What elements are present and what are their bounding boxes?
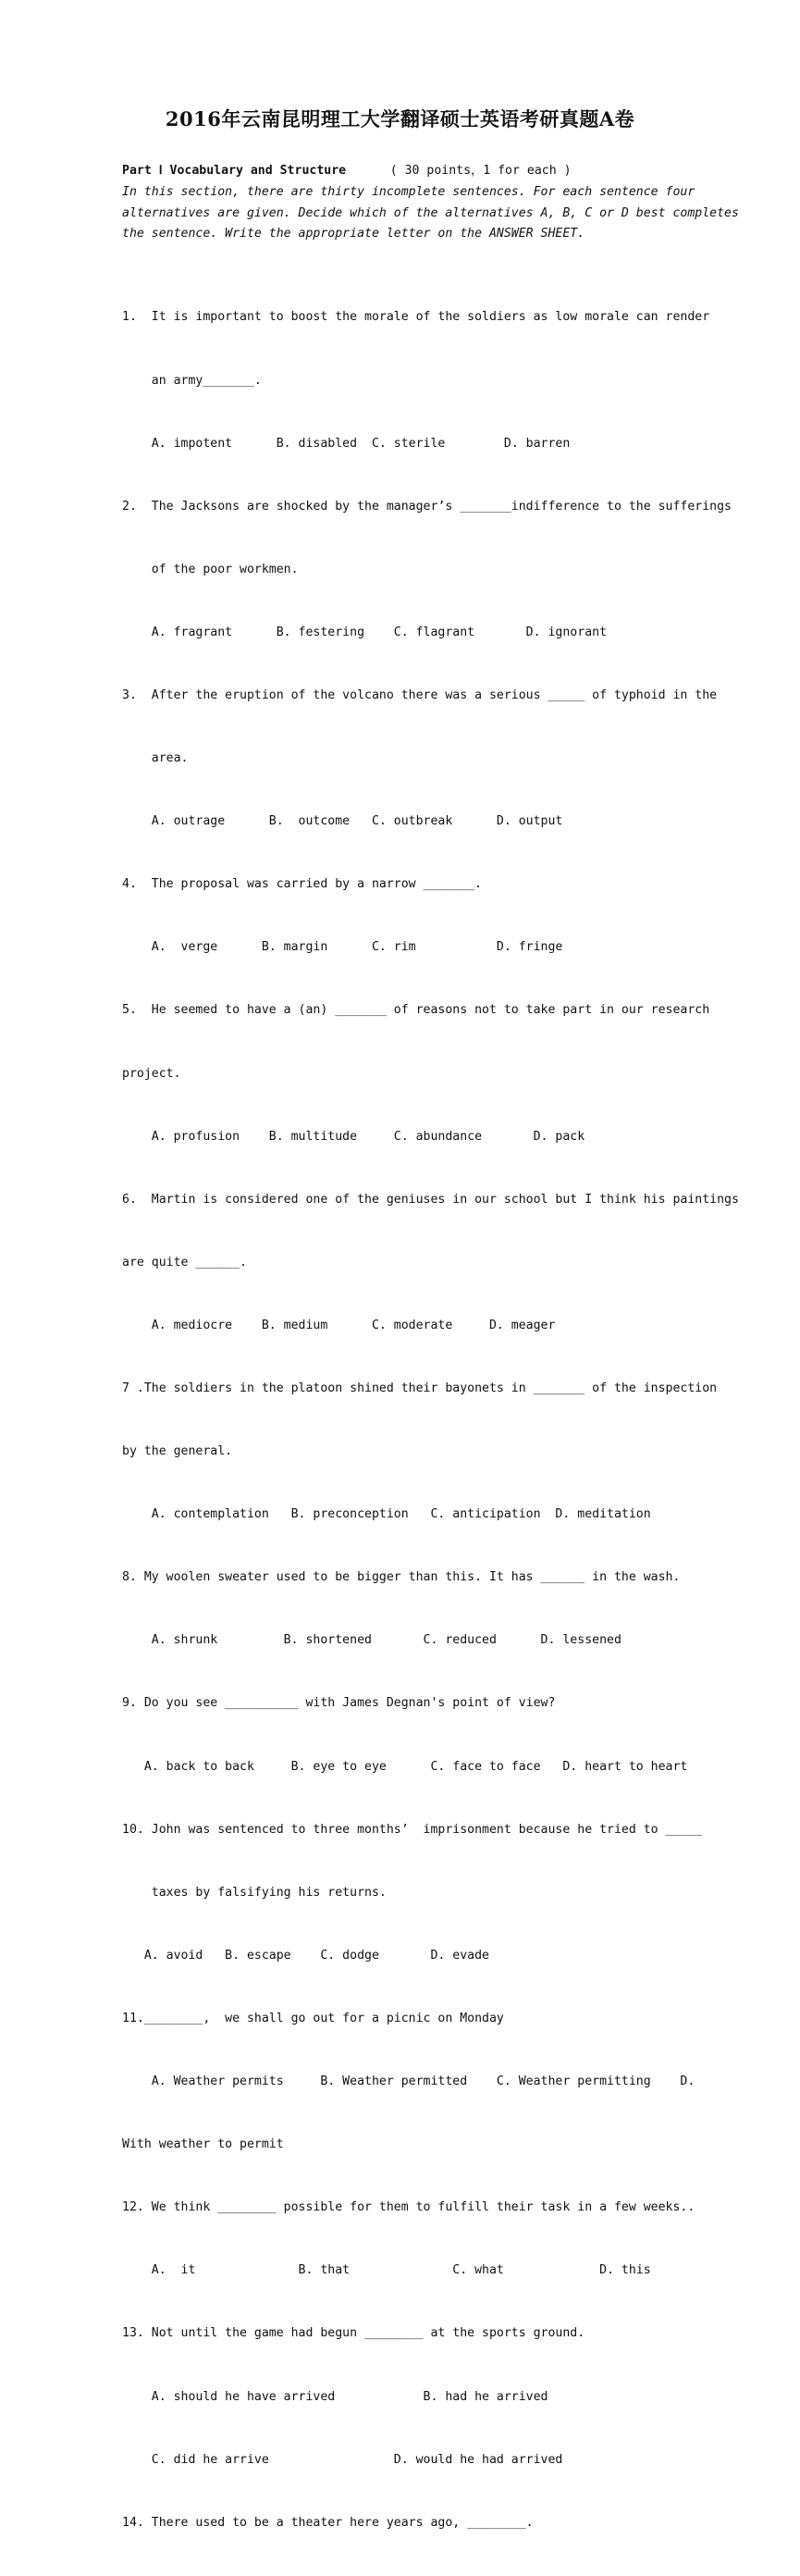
answer-options: A. verge B. margin C. rim D. fringe xyxy=(122,940,563,955)
question-line: of the poor workmen. xyxy=(122,562,299,576)
question-line: 12. We think ________ possible for them to fulfill their task in a few weeks.. xyxy=(122,2200,695,2215)
instruction-line: the sentence. Write the appropriate letter on the ANSWER SHEET. xyxy=(122,227,585,242)
answer-options: A. it B. that C. what D. this xyxy=(122,2263,651,2278)
part-label: Part Ⅰ Vocabulary and Structure xyxy=(122,164,347,178)
question-line: 13. Not until the game had begun ________ at the sports ground. xyxy=(122,2326,585,2341)
question-line: 7 .The soldiers in the platoon shined their bayonets in _______ of the inspection xyxy=(122,1381,718,1395)
part-points: ( 30 points，1 for each ) xyxy=(389,164,572,178)
instruction-line: alternatives are given. Decide which of the alternatives A, B, C or D best completes xyxy=(122,205,739,220)
answer-options: A. fragrant B. festering C. flagrant D. ignorant xyxy=(122,625,608,639)
instruction-line: In this section, there are thirty incomplete sentences. For each sentence four xyxy=(122,185,695,199)
answer-options: A. mediocre B. medium C. moderate D. meager xyxy=(122,1318,556,1332)
question-line: 2. The Jacksons are shocked by the manager’s _______indifference to the sufferings xyxy=(122,499,732,514)
question-line: 4. The proposal was carried by a narrow _______. xyxy=(122,877,483,892)
question-line: 6. Martin is considered one of the geniuses in our school but I think his paintings xyxy=(122,1192,739,1207)
page-title: 2016年云南昆明理工大学翻译硕士英语考研真题A卷 xyxy=(165,107,635,130)
question-list xyxy=(122,266,739,2576)
question-line: area. xyxy=(122,751,189,766)
question-line: 8. My woolen sweater used to be bigger than this. It has ______ in the wash. xyxy=(122,1570,681,1585)
question-line: 5. He seemed to have a (an) _______ of reasons not to take part in our research xyxy=(122,1003,710,1018)
answer-options: A. impotent B. disabled C. sterile D. barren xyxy=(122,436,571,451)
question-line: 11.________, we shall go out for a picnic on Monday xyxy=(122,2011,504,2025)
answer-options: With weather to permit xyxy=(122,2137,284,2152)
answer-options: A. outrage B. outcome C. outbreak D. output xyxy=(122,814,563,829)
answer-options: A. Weather permits B. Weather permitted C. Weather permitting D. xyxy=(122,2074,695,2089)
question-line: 14. There used to be a theater here years ago, ________. xyxy=(122,2515,534,2530)
question-line: by the general. xyxy=(122,1444,233,1459)
answer-options: A. contemplation B. preconception C. anticipation D. meditation xyxy=(122,1507,651,1522)
question-line: project. xyxy=(122,1066,181,1081)
question-line: an army_______. xyxy=(122,373,262,388)
question-line: 1. It is important to boost the morale of the soldiers as low morale can render xyxy=(122,310,710,325)
question-line: are quite ______. xyxy=(122,1255,247,1269)
part-header xyxy=(122,161,679,182)
question-line: 3. After the eruption of the volcano there was a serious _____ of typhoid in the xyxy=(122,687,718,702)
question-line: taxes by falsifying his returns. xyxy=(122,1885,387,1900)
answer-options: A. should he have arrived B. had he arrived xyxy=(122,2389,548,2404)
answer-options: A. back to back B. eye to eye C. face to face D. heart to heart xyxy=(122,1759,688,1774)
question-line: 9. Do you see __________ with James Degnan's point of view? xyxy=(122,1696,556,1711)
answer-options: A. avoid B. escape C. dodge D. evade xyxy=(122,1948,489,1963)
answer-options: A. profusion B. multitude C. abundance D. pack xyxy=(122,1129,585,1144)
answer-options: A. shrunk B. shortened C. reduced D. lessened xyxy=(122,1633,622,1648)
question-line: 10. John was sentenced to three months’ imprisonment because he tried to _____ xyxy=(122,1822,703,1837)
answer-options: C. did he arrive D. would he had arrived xyxy=(122,2452,563,2467)
instructions xyxy=(122,182,739,245)
